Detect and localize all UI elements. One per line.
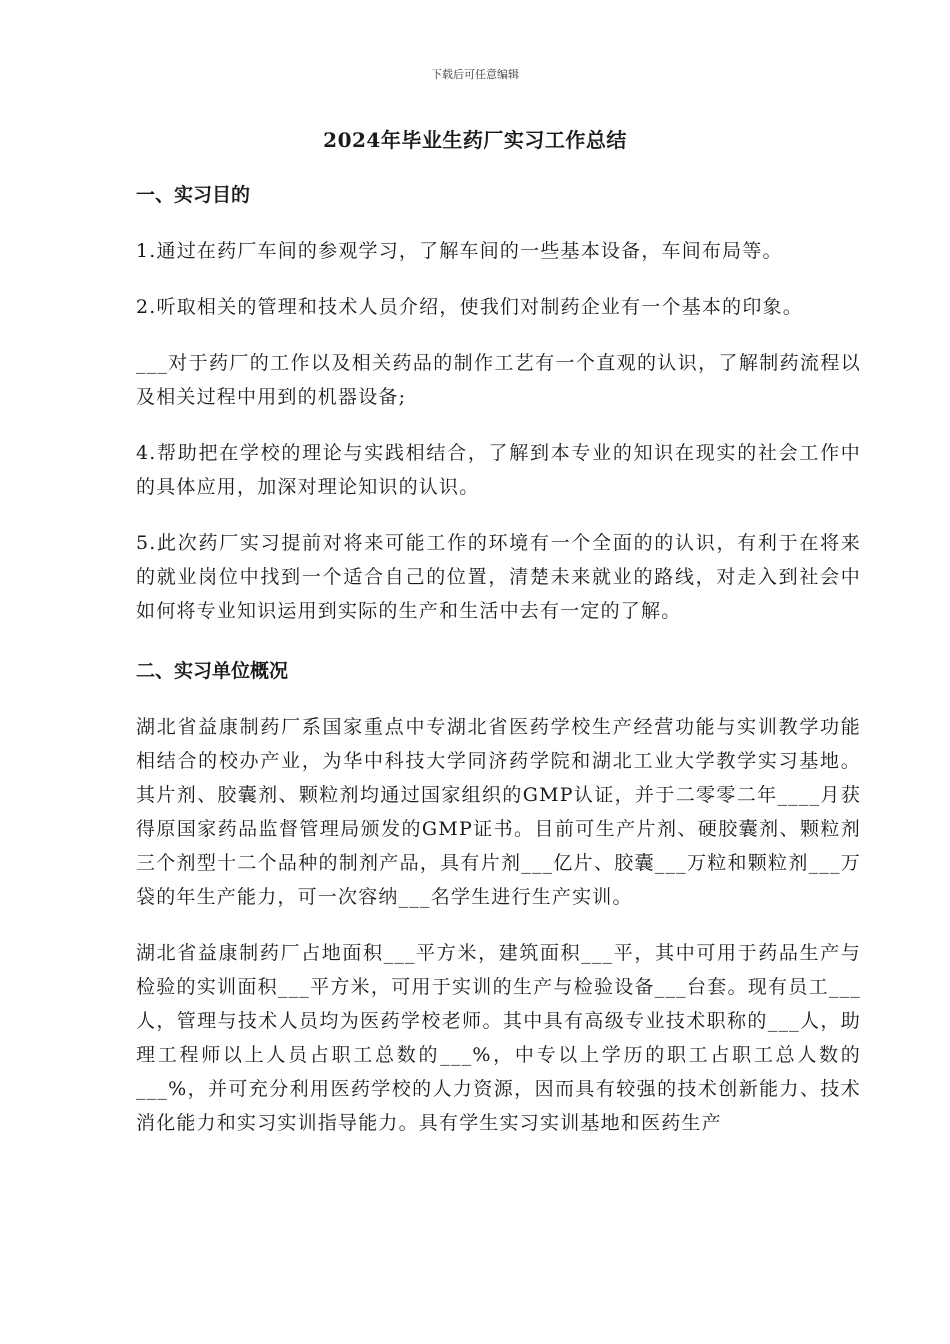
- section-heading-overview: 二、实习单位概况: [136, 660, 289, 682]
- header-note: 下载后可任意编辑: [431, 68, 519, 81]
- purpose-item-5: 5.此次药厂实习提前对将来可能工作的环境有一个全面的的认识，有利于在将来的就业岗位中找到一个适合自己的位置，清楚未来就业的路线，对走入到社会中如何将专业知识运用到实际的生产和生活中去有一定的了解。: [136, 532, 861, 622]
- document-body: [136, 178, 861, 1140]
- purpose-item-3: ___对于药厂的工作以及相关药品的制作工艺有一个直观的认识，了解制药流程以及相关过程中用到的机器设备;: [136, 352, 861, 408]
- purpose-item-4: 4.帮助把在学校的理论与实践相结合，了解到本专业的知识在现实的社会工作中的具体应用，加深对理论知识的认识。: [136, 442, 861, 498]
- purpose-item-1: 1.通过在药厂车间的参观学习，了解车间的一些基本设备，车间布局等。: [136, 240, 783, 262]
- overview-paragraph-1: 湖北省益康制药厂系国家重点中专湖北省医药学校生产经营功能与实训教学功能相结合的校办产业，为华中科技大学同济药学院和湖北工业大学教学实习基地。其片剂、胶囊剂、颗粒剂均通过国家组织的GMP认证，并于二零零二年____月获得原国家药品监督管理局颁发的GMP证书。目前可生产片剂、硬胶囊剂、颗粒剂三个剂型十二个品种的制剂产品，具有片剂___亿片、胶囊___万粒和颗粒剂___万袋的年生产能力，可一次容纳___名学生进行生产实训。: [136, 716, 861, 908]
- document-title: 2024年毕业生药厂实习工作总结: [323, 128, 627, 152]
- overview-paragraph-2: 湖北省益康制药厂占地面积___平方米，建筑面积___平，其中可用于药品生产与检验的实训面积___平方米，可用于实训的生产与检验设备___台套。现有员工___人，管理与技术人员均为医药学校老师。其中具有高级专业技术职称的___人，助理工程师以上人员占职工总数的___%，中专以上学历的职工占职工总人数的___%，并可充分利用医药学校的人力资源，因而具有较强的技术创新能力、技术消化能力和实习实训指导能力。具有学生实习实训基地和医药生产: [136, 942, 861, 1134]
- purpose-item-2: 2.听取相关的管理和技术人员介绍，使我们对制药企业有一个基本的印象。: [136, 296, 803, 318]
- section-heading-purpose: 一、实习目的: [136, 184, 251, 206]
